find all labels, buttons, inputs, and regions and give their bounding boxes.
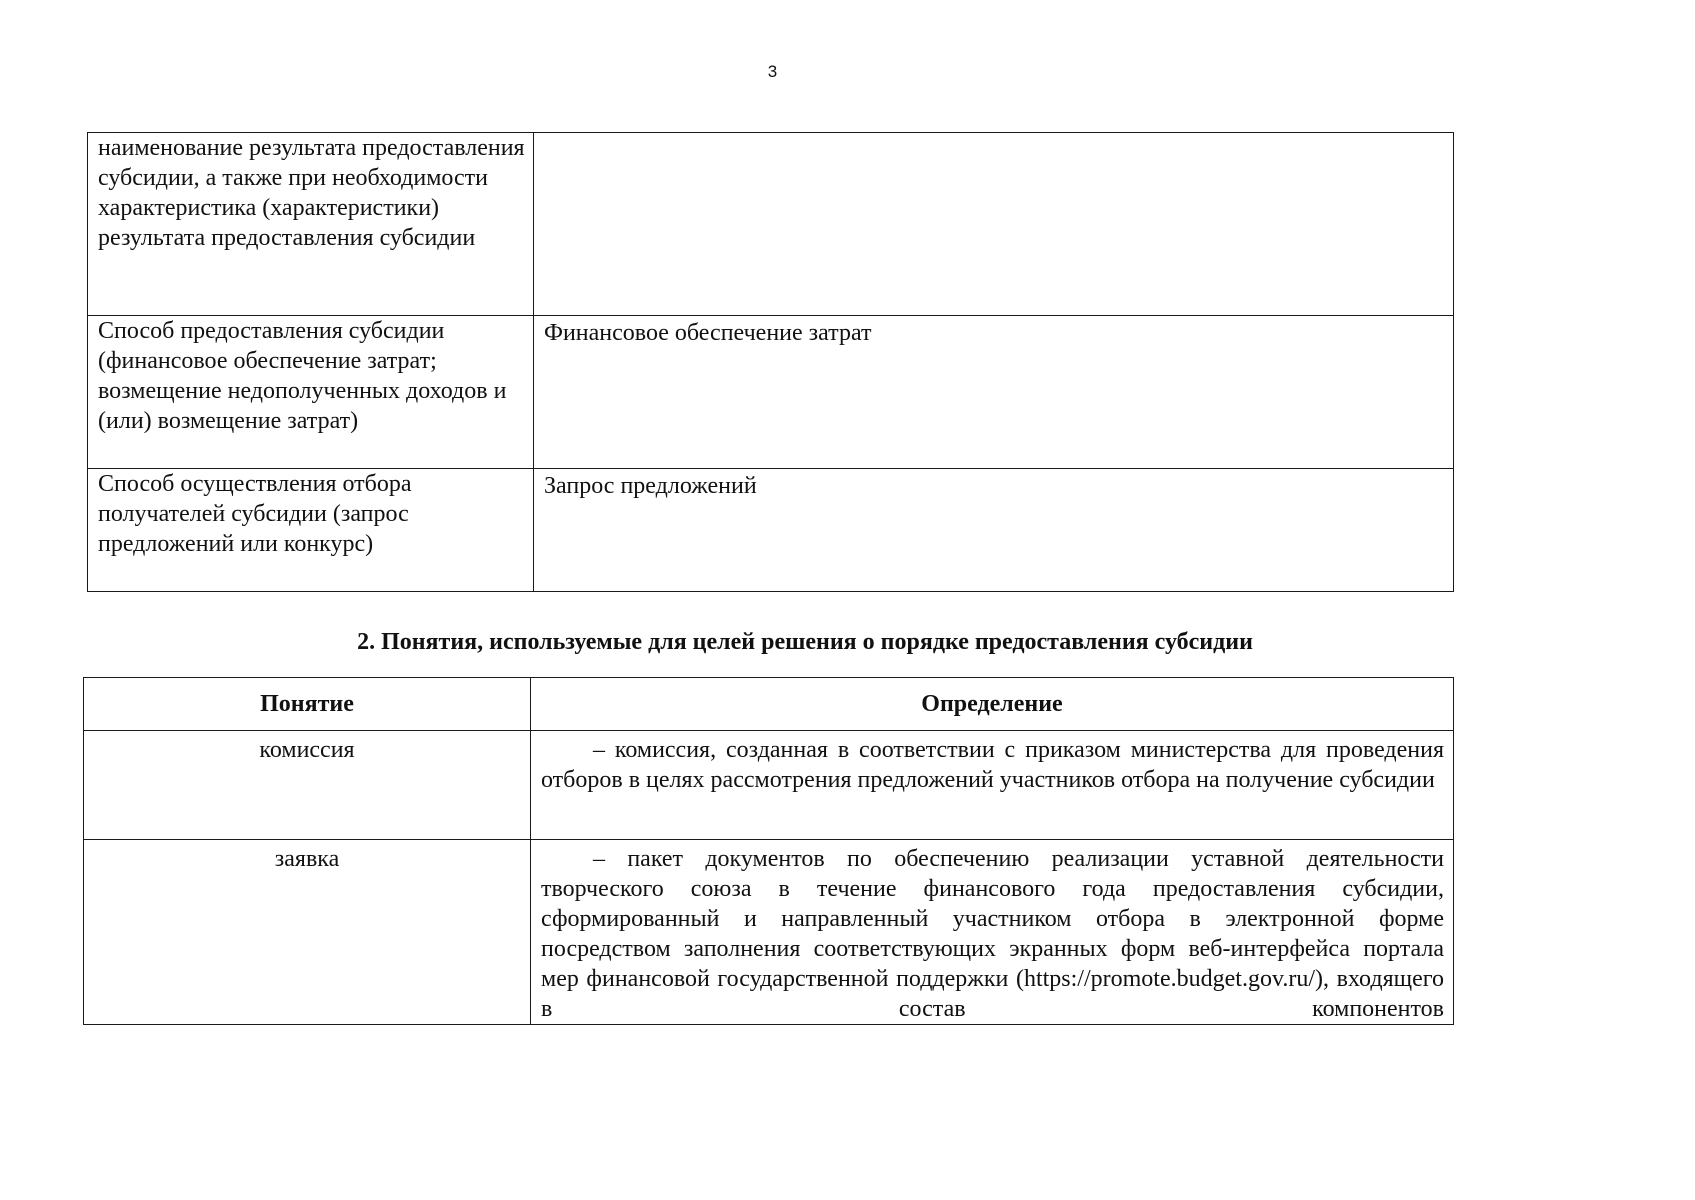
definition-cell	[531, 840, 1454, 1025]
term-cell: комиссия	[84, 731, 531, 840]
column-header-definition: Определение	[531, 678, 1454, 731]
table-row	[88, 133, 1454, 316]
column-header-term: Понятие	[84, 678, 531, 731]
table-row	[84, 840, 1454, 1025]
row-value	[534, 133, 1454, 316]
table-row	[88, 316, 1454, 469]
row-label: Способ осуществления отбора получателей субсидии (запрос предложений или конкурс)	[88, 469, 534, 592]
row-value: Финансовое обеспечение затрат	[534, 316, 1454, 469]
terms-table	[83, 677, 1454, 1025]
definition-text: – пакет документов по обеспечению реализации уставной деятельности творческого союза в течение финансового года предоставления субсидии, сформированный и направленный участником отбора в электронной форме посредством заполнения соответствующих экранных форм веб-интерфейса портала мер финансовой государственной поддержки (https://promote.budget.gov.ru/), входящего в состав компонентов	[541, 846, 1444, 1022]
definition-cell	[531, 731, 1454, 840]
row-label: Способ предоставления субсидии (финансовое обеспечение затрат; возмещение недополученных доходов и (или) возмещение затрат)	[88, 316, 534, 469]
subsidy-info-table	[87, 132, 1454, 592]
row-label: наименование результата предоставления субсидии, а также при необходимости характеристика (характеристики) результата предоставления субсидии	[88, 133, 534, 316]
table-row	[84, 731, 1454, 840]
definition-text: – комиссия, созданная в соответствии с приказом министерства для проведения отборов в целях рассмотрения предложений участников отбора на получение субсидии	[541, 737, 1444, 793]
row-value: Запрос предложений	[534, 469, 1454, 592]
section-heading: 2. Понятия, используемые для целей решения о порядке предоставления субсидии	[357, 629, 1253, 655]
table-row	[88, 469, 1454, 592]
page-number: 3	[767, 62, 778, 81]
term-cell: заявка	[84, 840, 531, 1025]
table-header-row	[84, 678, 1454, 731]
